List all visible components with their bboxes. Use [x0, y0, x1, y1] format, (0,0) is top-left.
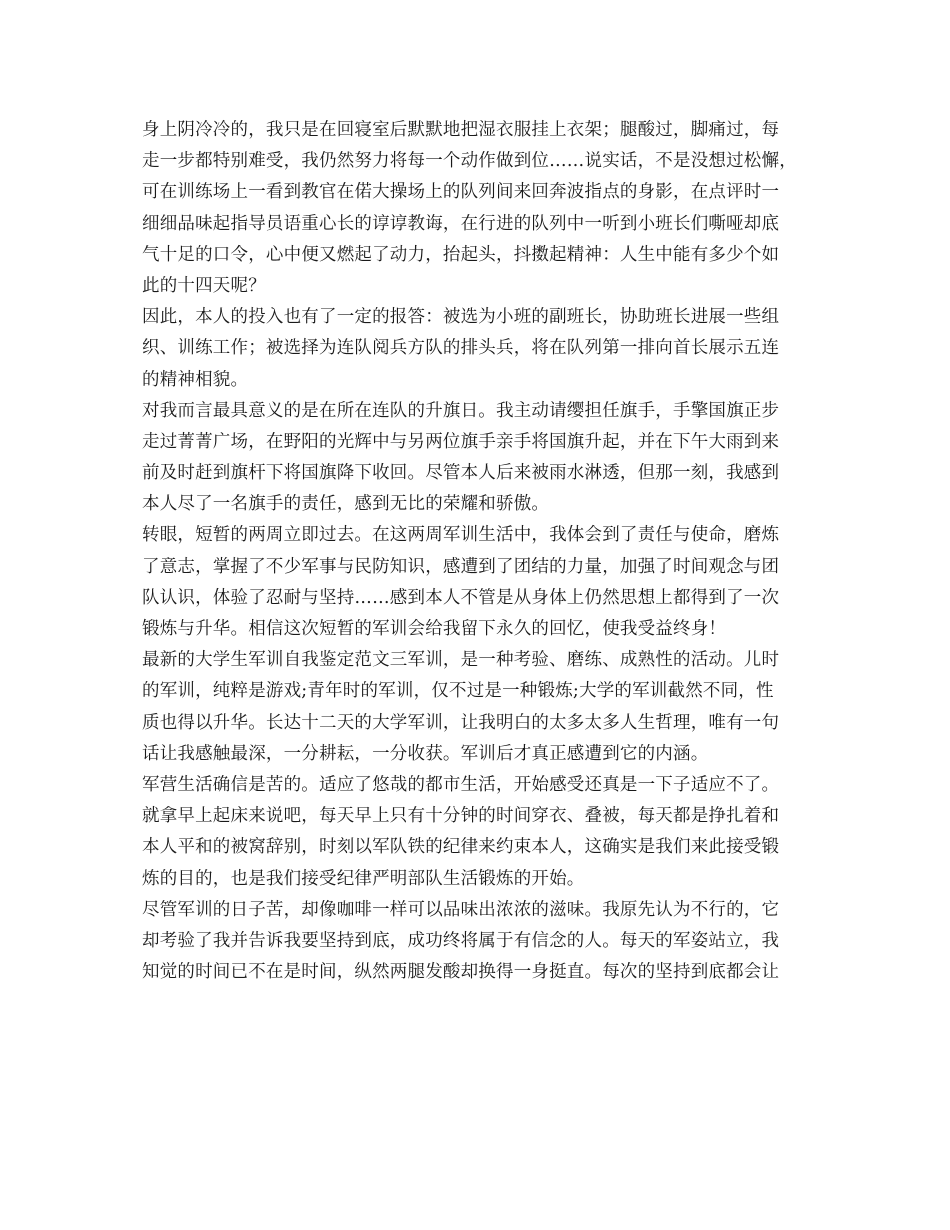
text-line: 因此，本人的投入也有了一定的报答：被选为小班的副班长，协助班长进展一些组: [142, 307, 780, 328]
text-line: 知觉的时间已不在是时间，纵然两腿发酸却换得一身挺直。每次的坚持到底都会让: [142, 962, 780, 983]
text-line: 炼的目的，也是我们接受纪律严明部队生活锻炼的开始。: [142, 868, 585, 889]
text-line: 的军训，纯粹是游戏;青年时的军训，仅不过是一种锻炼;大学的军训截然不同，性: [142, 681, 774, 702]
text-line: 军营生活确信是苦的。适应了悠哉的都市生活，开始感受还真是一下子适应不了。: [142, 774, 780, 795]
text-line: 气十足的口令，心中便又燃起了动力，抬起头，抖擞起精神：人生中能有多少个如: [142, 244, 780, 265]
text-line: 队认识，体验了忍耐与坚持……感到本人不管是从身体上仍然思想上都得到了一次: [142, 587, 780, 608]
text-line: 本人平和的被窝辞别，时刻以军队铁的纪律来约束本人，这确实是我们来此接受锻: [142, 837, 780, 858]
text-line: 走一步都特别难受，我仍然努力将每一个动作做到位……说实话，不是没想过松懈，: [142, 151, 797, 172]
text-line: 织、训练工作；被选择为连队阅兵方队的排头兵，将在队列第一排向首长展示五连: [142, 338, 780, 359]
text-line: 就拿早上起床来说吧，每天早上只有十分钟的时间穿衣、叠被，每天都是挣扎着和: [142, 806, 780, 827]
text-line: 走过菁菁广场，在野阳的光辉中与另两位旗手亲手将国旗升起，并在下午大雨到来: [142, 431, 780, 452]
text-line: 转眼，短暂的两周立即过去。在这两周军训生活中，我体会到了责任与使命，磨炼: [142, 525, 780, 546]
text-line: 锻炼与升华。相信这次短暂的军训会给我留下永久的回忆，使我受益终身！: [142, 619, 727, 639]
text-line: 本人尽了一名旗手的责任，感到无比的荣耀和骄傲。: [142, 494, 550, 515]
text-line: 最新的大学生军训自我鉴定范文三军训，是一种考验、磨练、成熟性的活动。儿时: [142, 650, 780, 671]
text-line: 可在训练场上一看到教官在偌大操场上的队列间来回奔波指点的身影，在点评时一: [142, 182, 780, 203]
text-line: 话让我感触最深，一分耕耘，一分收获。军训后才真正感遭到它的内涵。: [142, 743, 709, 764]
document-body-text: [142, 115, 822, 988]
text-line: 身上阴冷冷的，我只是在回寝室后默默地把湿衣服挂上衣架；腿酸过，脚痛过，每: [142, 120, 780, 140]
text-line: 前及时赶到旗杆下将国旗降下收回。尽管本人后来被雨水淋透，但那一刻，我感到: [142, 463, 780, 484]
text-line: 了意志，掌握了不少军事与民防知识，感遭到了团结的力量，加强了时间观念与团: [142, 556, 780, 577]
text-line: 的精神相貌。: [142, 369, 249, 390]
text-line: 质也得以升华。长达十二天的大学军训，让我明白的太多太多人生哲理，唯有一句: [142, 712, 780, 733]
text-line: 细细品味起指导员语重心长的谆谆教诲，在行进的队列中一听到小班长们嘶哑却底: [142, 213, 780, 234]
text-line: 此的十四天呢？: [142, 275, 266, 296]
text-line: 尽管军训的日子苦，却像咖啡一样可以品味出浓浓的滋味。我原先认为不行的，它: [142, 899, 780, 920]
text-line: 却考验了我并告诉我要坚持到底，成功终将属于有信念的人。每天的军姿站立，我: [142, 930, 780, 951]
text-line: 对我而言最具意义的是在所在连队的升旗日。我主动请缨担任旗手，手擎国旗正步: [142, 400, 780, 421]
